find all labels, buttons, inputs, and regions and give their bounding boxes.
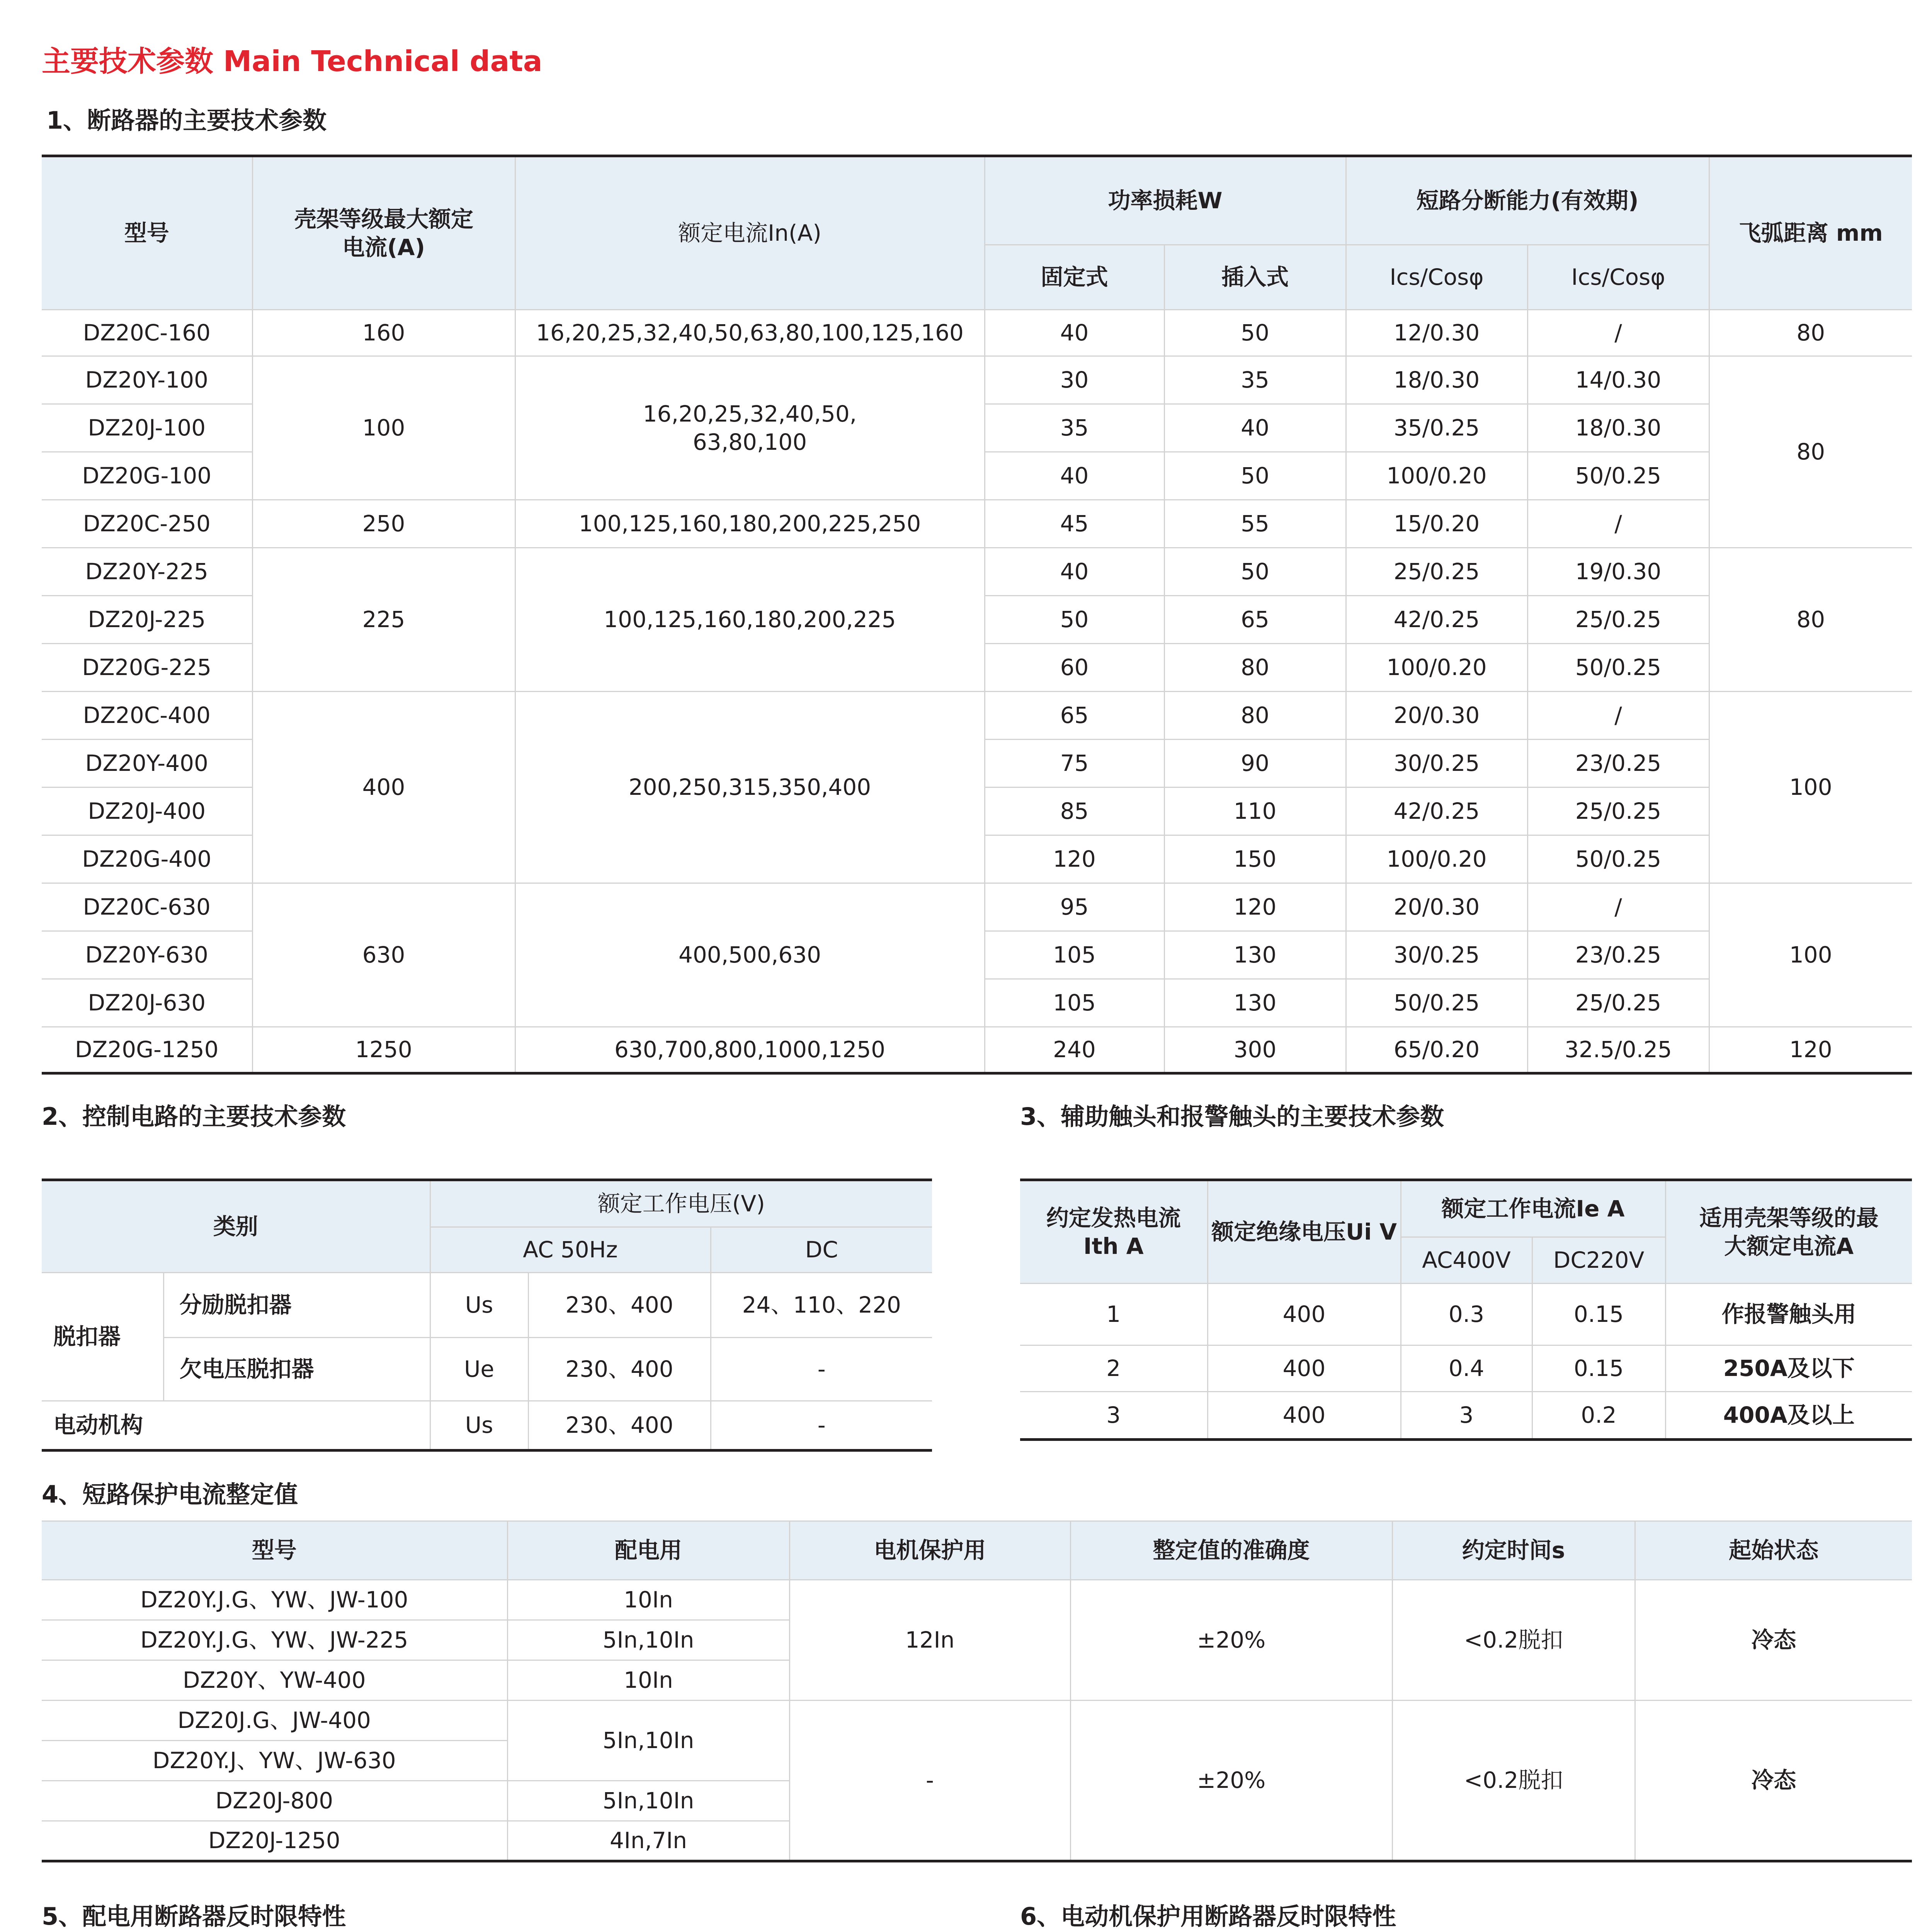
symbol-cell: Us [430,1273,528,1338]
releaser-label: 脱扣器 [42,1273,163,1401]
accuracy-value: ±20% [1070,1701,1392,1861]
ac-value: 230、400 [528,1401,711,1451]
ui-value: 400 [1208,1284,1401,1345]
plugin-loss-value: 80 [1164,644,1346,692]
header-frame-current: 壳架等级最大额定电流(A) [252,156,515,310]
fixed-loss-value: 40 [985,452,1164,500]
header-distribution: 配电用 [507,1521,789,1580]
ui-value: 400 [1208,1345,1401,1392]
header-model: 型号 [42,156,252,310]
plugin-loss-value: 50 [1164,548,1346,596]
fixed-loss-value: 40 [985,548,1164,596]
ac-value: 230、400 [528,1273,711,1338]
breaking-capacity-value: 30/0.25 [1346,931,1527,979]
header-motor-protection: 电机保护用 [789,1521,1070,1580]
model-cell: DZ20Y.J.G、YW、JW-100 [42,1580,507,1620]
arc-distance-value: 100 [1709,883,1912,1027]
rated-current-value: 100,125,160,180,200,225 [515,548,985,692]
accuracy-value: ±20% [1070,1580,1392,1701]
plugin-loss-value: 65 [1164,596,1346,644]
ith-value: 3 [1020,1392,1208,1440]
arc-distance-value: 120 [1709,1027,1912,1073]
breaking-capacity-value: 50/0.25 [1527,644,1709,692]
header-model: 型号 [42,1521,507,1580]
section-4-heading: 4、短路保护电流整定值 [42,1480,298,1509]
breaking-capacity-value: 12/0.30 [1346,310,1527,356]
breaking-capacity-value: 65/0.20 [1346,1027,1527,1073]
arc-distance-value: 80 [1709,548,1912,692]
arc-distance-value: 80 [1709,310,1912,356]
rated-current-value: 630,700,800,1000,1250 [515,1027,985,1073]
fixed-loss-value: 95 [985,883,1164,931]
header-dc220v: DC220V [1532,1237,1665,1284]
header-ics-1: Ics/Cosφ [1346,245,1527,310]
header-ac: AC 50Hz [430,1227,711,1273]
time-value: <0.2脱扣 [1392,1701,1635,1861]
header-fixed: 固定式 [985,245,1164,310]
distribution-value: 4In,7In [507,1821,789,1861]
frame-current-value: 225 [252,548,515,692]
start-state-value: 冷态 [1635,1580,1912,1701]
model-cell: DZ20J-225 [42,596,252,644]
ac-value: 230、400 [528,1338,711,1401]
time-value: <0.2脱扣 [1392,1580,1635,1701]
model-cell: DZ20C-160 [42,310,252,356]
model-cell: DZ20G-400 [42,835,252,883]
header-arc-distance: 飞弧距离 mm [1709,156,1912,310]
breaking-capacity-value: / [1527,310,1709,356]
rated-current-value: 16,20,25,32,40,50,63,80,100,125,160 [515,310,985,356]
plugin-loss-value: 90 [1164,740,1346,787]
motor-protection-value: 12In [789,1580,1070,1701]
plugin-loss-value: 130 [1164,979,1346,1027]
model-cell: DZ20J-400 [42,787,252,835]
dc-value: - [711,1401,932,1451]
breaking-capacity-value: 20/0.30 [1346,883,1527,931]
frame-value: 作报警触头用 [1665,1284,1912,1345]
fixed-loss-value: 120 [985,835,1164,883]
breaking-capacity-value: 23/0.25 [1527,931,1709,979]
breaking-capacity-value: 18/0.30 [1346,356,1527,404]
rated-current-value: 400,500,630 [515,883,985,1027]
dc220v-value: 0.2 [1532,1392,1665,1440]
plugin-loss-value: 50 [1164,452,1346,500]
page-title: 主要技术参数 Main Technical data [42,45,543,78]
model-cell: DZ20J-800 [42,1781,507,1821]
model-cell: DZ20J.G、JW-400 [42,1701,507,1741]
fixed-loss-value: 75 [985,740,1164,787]
frame-current-value: 160 [252,310,515,356]
symbol-cell: Us [430,1401,528,1451]
plugin-loss-value: 120 [1164,883,1346,931]
ui-value: 400 [1208,1392,1401,1440]
arc-distance-value: 100 [1709,692,1912,883]
breaking-capacity-value: 100/0.20 [1346,644,1527,692]
header-category: 类别 [42,1180,430,1273]
frame-current-value: 400 [252,692,515,883]
section-6-heading: 6、电动机保护用断路器反时限特性 [1020,1902,1396,1930]
frame-current-value: 630 [252,883,515,1027]
breaking-capacity-value: 42/0.25 [1346,787,1527,835]
header-rated-voltage: 额定工作电压(V) [430,1180,932,1227]
model-cell: DZ20Y-225 [42,548,252,596]
breaking-capacity-value: 50/0.25 [1527,835,1709,883]
breaking-capacity-value: 100/0.20 [1346,835,1527,883]
arc-distance-value: 80 [1709,356,1912,548]
fixed-loss-value: 40 [985,310,1164,356]
breaking-capacity-value: 50/0.25 [1346,979,1527,1027]
fixed-loss-value: 35 [985,404,1164,452]
header-ac400v: AC400V [1401,1237,1532,1284]
dc220v-value: 0.15 [1532,1284,1665,1345]
model-cell: DZ20Y、YW-400 [42,1660,507,1701]
model-cell: DZ20C-400 [42,692,252,740]
breaking-capacity-value: 14/0.30 [1527,356,1709,404]
undervoltage-release-label: 欠电压脱扣器 [163,1338,430,1401]
header-power-loss: 功率损耗W [985,156,1346,245]
distribution-value: 5In,10In [507,1620,789,1660]
plugin-loss-value: 130 [1164,931,1346,979]
breaking-capacity-value: 15/0.20 [1346,500,1527,548]
distribution-value: 5In,10In [507,1781,789,1821]
frame-current-value: 1250 [252,1027,515,1073]
ith-value: 2 [1020,1345,1208,1392]
model-cell: DZ20G-100 [42,452,252,500]
section-5-heading: 5、配电用断路器反时限特性 [42,1902,346,1930]
fixed-loss-value: 65 [985,692,1164,740]
header-time: 约定时间s [1392,1521,1635,1580]
plugin-loss-value: 150 [1164,835,1346,883]
header-rated-current: 额定电流In(A) [515,156,985,310]
plugin-loss-value: 300 [1164,1027,1346,1073]
frame-value: 400A及以上 [1665,1392,1912,1440]
fixed-loss-value: 60 [985,644,1164,692]
symbol-cell: Ue [430,1338,528,1401]
rated-current-value: 200,250,315,350,400 [515,692,985,883]
plugin-loss-value: 80 [1164,692,1346,740]
dc-value: 24、110、220 [711,1273,932,1338]
header-start-state: 起始状态 [1635,1521,1912,1580]
plugin-loss-value: 55 [1164,500,1346,548]
model-cell: DZ20C-250 [42,500,252,548]
motor-mechanism-label: 电动机构 [42,1401,430,1451]
model-cell: DZ20J-100 [42,404,252,452]
model-cell: DZ20G-225 [42,644,252,692]
breaking-capacity-value: 25/0.25 [1346,548,1527,596]
dc220v-value: 0.15 [1532,1345,1665,1392]
fixed-loss-value: 240 [985,1027,1164,1073]
header-ics-2: Ics/Cosφ [1527,245,1709,310]
ac400v-value: 0.3 [1401,1284,1532,1345]
header-plugin: 插入式 [1164,245,1346,310]
start-state-value: 冷态 [1635,1701,1912,1861]
rated-current-value: 100,125,160,180,200,225,250 [515,500,985,548]
fixed-loss-value: 30 [985,356,1164,404]
frame-current-value: 250 [252,500,515,548]
header-ith: 约定发热电流Ith A [1020,1180,1208,1284]
distribution-value: 5In,10In [507,1701,789,1781]
breaking-capacity-value: / [1527,883,1709,931]
frame-value: 250A及以下 [1665,1345,1912,1392]
breaking-capacity-value: 23/0.25 [1527,740,1709,787]
breaking-capacity-value: 100/0.20 [1346,452,1527,500]
breaking-capacity-value: 25/0.25 [1527,596,1709,644]
distribution-value: 10In [507,1660,789,1701]
frame-current-value: 100 [252,356,515,500]
dc-value: - [711,1338,932,1401]
plugin-loss-value: 40 [1164,404,1346,452]
breaking-capacity-value: 25/0.25 [1527,787,1709,835]
model-cell: DZ20J-630 [42,979,252,1027]
breaking-capacity-value: 30/0.25 [1346,740,1527,787]
breaking-capacity-value: / [1527,692,1709,740]
breaking-capacity-value: 35/0.25 [1346,404,1527,452]
plugin-loss-value: 50 [1164,310,1346,356]
header-ie: 额定工作电流Ie A [1401,1180,1665,1237]
plugin-loss-value: 35 [1164,356,1346,404]
breaking-capacity-value: 42/0.25 [1346,596,1527,644]
header-dc: DC [711,1227,932,1273]
ith-value: 1 [1020,1284,1208,1345]
model-cell: DZ20G-1250 [42,1027,252,1073]
breaking-capacity-value: 50/0.25 [1527,452,1709,500]
ac400v-value: 3 [1401,1392,1532,1440]
breaking-capacity-value: 32.5/0.25 [1527,1027,1709,1073]
motor-protection-value: - [789,1701,1070,1861]
rated-current-value: 16,20,25,32,40,50, 63,80,100 [515,356,985,500]
header-breaking-capacity: 短路分断能力(有效期) [1346,156,1709,245]
header-applicable-frame: 适用壳架等级的最大额定电流A [1665,1180,1912,1284]
model-cell: DZ20Y-400 [42,740,252,787]
breaking-capacity-value: 18/0.30 [1527,404,1709,452]
plugin-loss-value: 110 [1164,787,1346,835]
breaking-capacity-value: 20/0.30 [1346,692,1527,740]
breaking-capacity-value: 25/0.25 [1527,979,1709,1027]
fixed-loss-value: 45 [985,500,1164,548]
section-2-heading: 2、控制电路的主要技术参数 [42,1102,346,1131]
distribution-value: 10In [507,1580,789,1620]
control-circuit-table [42,1179,932,1452]
model-cell: DZ20Y.J.G、YW、JW-225 [42,1620,507,1660]
ac400v-value: 0.4 [1401,1345,1532,1392]
breaking-capacity-value: / [1527,500,1709,548]
breaking-capacity-value: 19/0.30 [1527,548,1709,596]
model-cell: DZ20Y.J、YW、JW-630 [42,1741,507,1781]
shunt-release-label: 分励脱扣器 [163,1273,430,1338]
section-1-heading: 1、断路器的主要技术参数 [46,106,327,134]
short-circuit-setting-table [42,1520,1912,1862]
fixed-loss-value: 105 [985,931,1164,979]
model-cell: DZ20Y-630 [42,931,252,979]
auxiliary-contacts-table [1020,1179,1912,1441]
fixed-loss-value: 85 [985,787,1164,835]
fixed-loss-value: 50 [985,596,1164,644]
header-accuracy: 整定值的准确度 [1070,1521,1392,1580]
breaker-params-table [42,155,1912,1075]
section-3-heading: 3、辅助触头和报警触头的主要技术参数 [1020,1102,1444,1131]
model-cell: DZ20C-630 [42,883,252,931]
model-cell: DZ20J-1250 [42,1821,507,1861]
model-cell: DZ20Y-100 [42,356,252,404]
fixed-loss-value: 105 [985,979,1164,1027]
header-ui: 额定绝缘电压Ui V [1208,1180,1401,1284]
